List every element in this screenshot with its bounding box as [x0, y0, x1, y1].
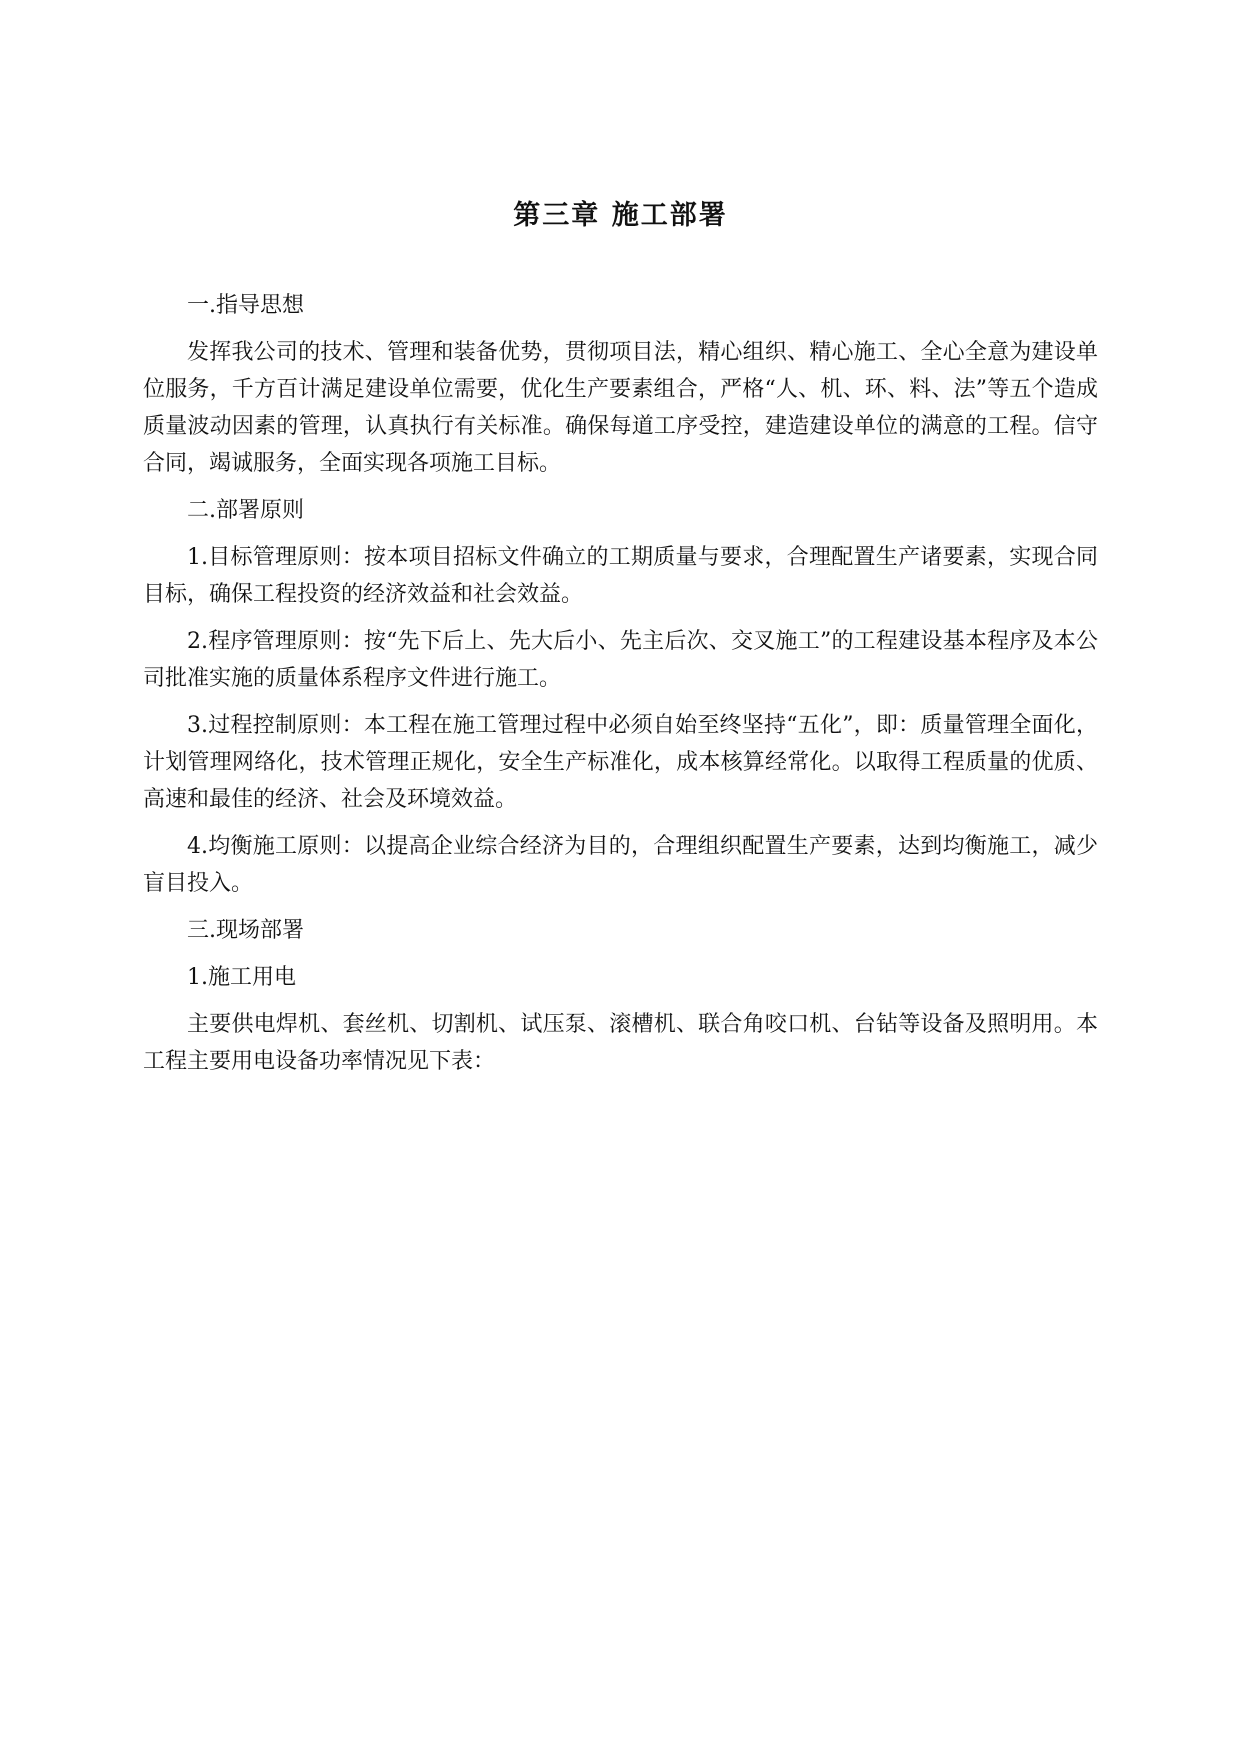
paragraph-target-management: 1.目标管理原则：按本项目招标文件确立的工期质量与要求，合理配置生产诸要素，实现合同目标，确保工程投资的经济效益和社会效益。	[143, 545, 1098, 607]
paragraph-construction-power: 主要供电焊机、套丝机、切割机、试压泵、滚槽机、联合角咬口机、台钻等设备及照明用。本工程主要用电设备功率情况见下表：	[143, 1012, 1098, 1074]
section-heading-deployment-principles: 二.部署原则	[187, 498, 304, 523]
section-heading-site-deployment: 三.现场部署	[187, 918, 304, 943]
subsection-heading-construction-power: 1.施工用电	[187, 965, 296, 990]
section-heading-guiding-ideology: 一.指导思想	[187, 293, 304, 318]
chapter-title: 第三章 施工部署	[513, 200, 728, 231]
paragraph-guiding-ideology: 发挥我公司的技术、管理和装备优势，贯彻项目法，精心组织、精心施工、全心全意为建设单位服务，千方百计满足建设单位需要，优化生产要素组合，严格“人、机、环、料、法”等五个造成质量波动因素的管理，认真执行有关标准。确保每道工序受控，建造建设单位的满意的工程。信守合同，竭诚服务，全面实现各项施工目标。	[143, 340, 1098, 476]
document-body	[143, 287, 1098, 1090]
paragraph-balanced-construction: 4.均衡施工原则：以提高企业综合经济为目的，合理组织配置生产要素，达到均衡施工，减少盲目投入。	[143, 834, 1098, 896]
paragraph-procedure-management: 2.程序管理原则：按“先下后上、先大后小、先主后次、交叉施工”的工程建设基本程序及本公司批准实施的质量体系程序文件进行施工。	[143, 629, 1098, 691]
paragraph-process-control: 3.过程控制原则：本工程在施工管理过程中必须自始至终坚持“五化”，即：质量管理全面化，计划管理网络化，技术管理正规化，安全生产标准化，成本核算经常化。以取得工程质量的优质、高速和最佳的经济、社会及环境效益。	[143, 713, 1098, 812]
